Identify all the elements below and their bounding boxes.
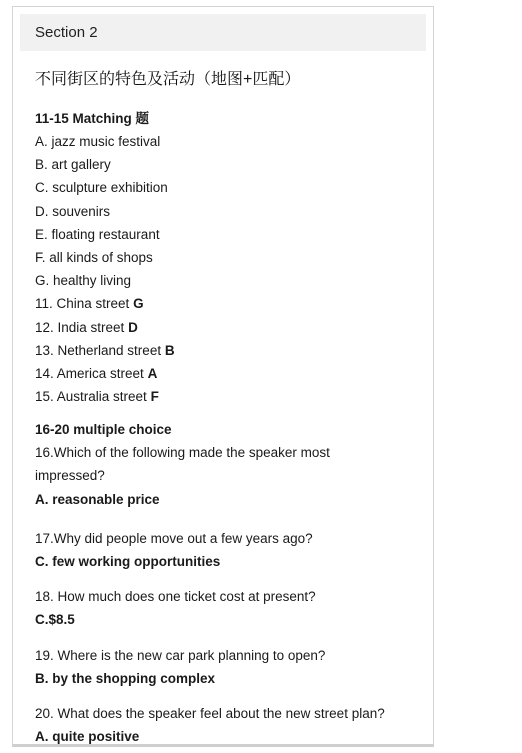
question-text: 14. America street <box>35 365 144 381</box>
question-answer: G <box>133 296 144 312</box>
matching-question <box>35 362 433 385</box>
question-17-text: 17.Why did people move out a few years ago? <box>35 530 313 546</box>
question-16-text: 16.Which of the following made the speaker most <box>35 445 330 461</box>
question-answer: B <box>164 342 175 358</box>
multiple-choice-heading: 16-20 multiple choice <box>35 422 172 438</box>
matching-option: C. sculpture exhibition <box>35 180 168 196</box>
matching-option: E. floating restaurant <box>35 226 160 242</box>
question-16-answer: A. reasonable price <box>35 491 160 507</box>
document-card <box>12 6 434 747</box>
matching-option: B. art gallery <box>35 157 111 173</box>
matching-option: F. all kinds of shops <box>35 249 153 265</box>
question-text: 11. China street <box>35 296 130 312</box>
question-answer: A <box>147 365 158 381</box>
question-text: 12. India street <box>35 319 125 335</box>
question-18-text: 18. How much does one ticket cost at present? <box>35 589 316 605</box>
matching-option: D. souvenirs <box>35 203 111 219</box>
matching-heading: 11-15 Matching 题 <box>35 111 150 126</box>
document-content <box>13 69 433 748</box>
question-text: 15. Australia street <box>35 389 147 405</box>
matching-option: A. jazz music festival <box>35 134 161 149</box>
page-title: 不同街区的特色及活动（地图+匹配） <box>35 71 301 88</box>
question-answer: F <box>150 389 159 405</box>
matching-question <box>35 316 433 339</box>
matching-question <box>35 385 433 408</box>
matching-question <box>35 339 433 362</box>
question-16-text-cont: impressed? <box>35 468 105 484</box>
question-17-answer: C. few working opportunities <box>35 554 221 569</box>
question-18-answer: C.$8.5 <box>35 612 75 628</box>
matching-question <box>35 292 433 315</box>
section-header: Section 2 <box>20 14 426 51</box>
question-20-answer: A. quite positive <box>35 729 140 745</box>
question-19-text: 19. Where is the new car park planning to open? <box>35 647 326 663</box>
question-text: 13. Netherland street <box>35 342 162 358</box>
question-answer: D <box>128 319 138 335</box>
question-20-text: 20. What does the speaker feel about the new street plan? <box>35 705 385 721</box>
question-19-answer: B. by the shopping complex <box>35 670 216 686</box>
matching-option: G. healthy living <box>35 273 132 289</box>
